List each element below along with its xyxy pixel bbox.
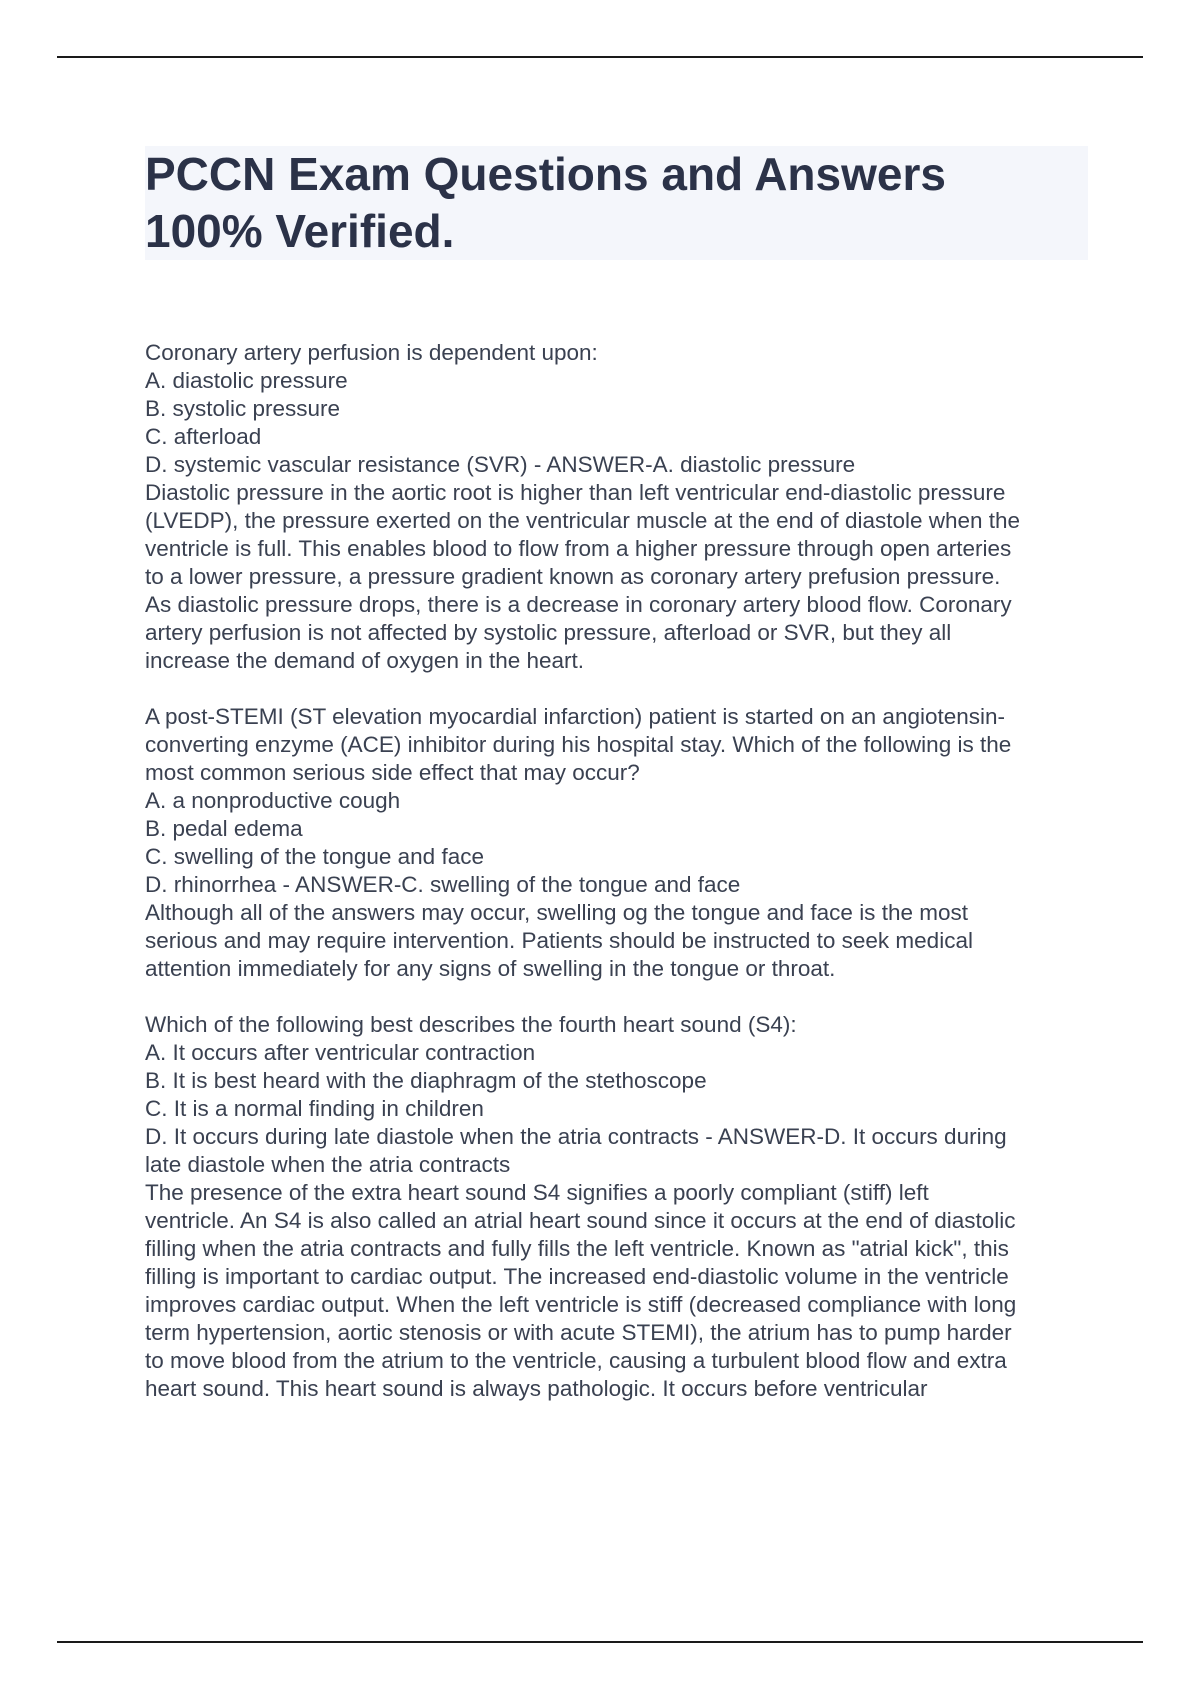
text-line: filling when the atria contracts and fully fills the left ventricle. Known as "atrial kick", this — [145, 1236, 1009, 1261]
title-line-1: PCCN Exam Questions and Answers — [145, 148, 946, 200]
text-line: The presence of the extra heart sound S4 signifies a poorly compliant (stiff) left — [145, 1180, 929, 1205]
text-line: ventricle. An S4 is also called an atrial heart sound since it occurs at the end of diastolic — [145, 1208, 1016, 1233]
text-line: A. diastolic pressure — [145, 368, 348, 393]
text-line: A. It occurs after ventricular contraction — [145, 1040, 536, 1065]
text-line: D. rhinorrhea - ANSWER-C. swelling of the tongue and face — [145, 872, 741, 897]
question-block-2 — [145, 703, 1095, 983]
text-line: ventricle is full. This enables blood to flow from a higher pressure through open arteries — [145, 536, 1012, 561]
header-rule — [57, 56, 1143, 58]
text-line: Which of the following best describes the fourth heart sound (S4): — [145, 1012, 797, 1037]
text-line: improves cardiac output. When the left ventricle is stiff (decreased compliance with long — [145, 1292, 1017, 1317]
text-line: Diastolic pressure in the aortic root is higher than left ventricular end-diastolic pressure — [145, 480, 1006, 505]
question-block-3 — [145, 1011, 1095, 1403]
text-line: late diastole when the atria contracts — [145, 1152, 511, 1177]
text-line: C. swelling of the tongue and face — [145, 844, 484, 869]
text-line: most common serious side effect that may occur? — [145, 760, 640, 785]
page-title — [145, 146, 1088, 260]
text-line: B. pedal edema — [145, 816, 303, 841]
document-body — [145, 339, 1095, 1431]
text-line: Coronary artery perfusion is dependent upon: — [145, 340, 598, 365]
text-line: D. It occurs during late diastole when the atria contracts - ANSWER-D. It occurs during — [145, 1124, 1007, 1149]
text-line: term hypertension, aortic stenosis or with acute STEMI), the atrium has to pump harder — [145, 1320, 1012, 1345]
text-line: converting enzyme (ACE) inhibitor during his hospital stay. Which of the following is the — [145, 732, 1012, 757]
text-line: (LVEDP), the pressure exerted on the ventricular muscle at the end of diastole when the — [145, 508, 1021, 533]
text-line: artery perfusion is not affected by systolic pressure, afterload or SVR, but they all — [145, 620, 952, 645]
text-line: increase the demand of oxygen in the heart. — [145, 648, 585, 673]
text-line: B. It is best heard with the diaphragm of the stethoscope — [145, 1068, 707, 1093]
text-line: to a lower pressure, a pressure gradient known as coronary artery prefusion pressure. — [145, 564, 1001, 589]
question-block-1 — [145, 339, 1095, 675]
text-line: Although all of the answers may occur, swelling og the tongue and face is the most — [145, 900, 968, 925]
text-line: heart sound. This heart sound is always pathologic. It occurs before ventricular — [145, 1376, 928, 1401]
text-line: filling is important to cardiac output. The increased end-diastolic volume in the ventricle — [145, 1264, 1009, 1289]
title-line-2: 100% Verified. — [145, 205, 455, 257]
text-line: A post-STEMI (ST elevation myocardial infarction) patient is started on an angiotensin- — [145, 704, 1006, 729]
text-line: D. systemic vascular resistance (SVR) - ANSWER-A. diastolic pressure — [145, 452, 856, 477]
title-block — [145, 146, 1088, 260]
text-line: serious and may require intervention. Patients should be instructed to seek medical — [145, 928, 973, 953]
text-line: B. systolic pressure — [145, 396, 341, 421]
text-line: C. It is a normal finding in children — [145, 1096, 484, 1121]
text-line: to move blood from the atrium to the ventricle, causing a turbulent blood flow and extra — [145, 1348, 1007, 1373]
text-line: A. a nonproductive cough — [145, 788, 401, 813]
text-line: attention immediately for any signs of swelling in the tongue or throat. — [145, 956, 836, 981]
footer-rule — [57, 1641, 1143, 1643]
text-line: C. afterload — [145, 424, 262, 449]
text-line: As diastolic pressure drops, there is a decrease in coronary artery blood flow. Coronary — [145, 592, 1012, 617]
